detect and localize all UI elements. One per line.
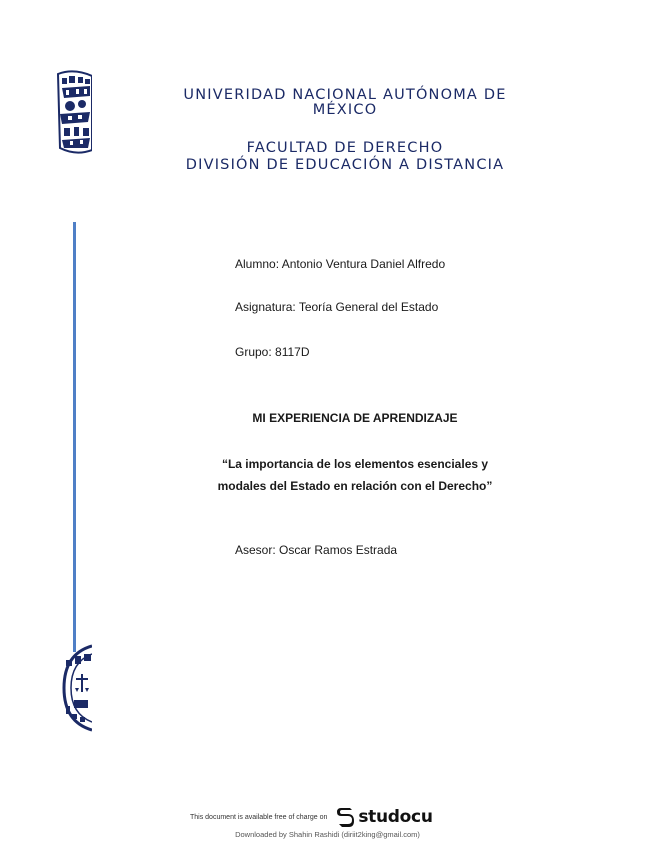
studocu-logo-icon (335, 806, 355, 828)
availability-text: This document is available free of charge on (190, 813, 328, 821)
subject-name: Asignatura: Teoría General del Estado (235, 300, 439, 314)
margin-rule (73, 222, 76, 652)
faculty-title: FACULTAD DE DERECHO (246, 140, 444, 156)
downloaded-by: Downloaded by Shahin Rashidi (diriit2king@gmail.com) (235, 830, 420, 839)
university-title (150, 88, 540, 118)
essay-title-line1: “La importancia de los elementos esenciales y (221, 457, 489, 471)
division-title: DIVISIÓN DE EDUCACIÓN A DISTANCIA (185, 157, 505, 173)
studocu-brand: studocu (358, 807, 433, 827)
group-number: Grupo: 8117D (235, 345, 310, 359)
university-title-line1: UNIVERIDAD NACIONAL AUTÓNOMA DE (183, 87, 507, 103)
essay-title (180, 453, 530, 497)
essay-title-line2: modales del Estado en relación con el Derecho” (217, 479, 493, 493)
faculty-block (140, 140, 550, 174)
studocu-footer (190, 806, 433, 828)
university-title-line2: MÉXICO (312, 102, 378, 118)
advisor-name: Asesor: Oscar Ramos Estrada (235, 543, 398, 557)
section-heading: MI EXPERIENCIA DE APRENDIZAJE (252, 411, 458, 425)
faculty-seal-icon (62, 644, 92, 732)
student-name: Alumno: Antonio Ventura Daniel Alfredo (235, 257, 446, 271)
unam-seal-icon (54, 70, 92, 154)
studocu-logo[interactable] (335, 806, 432, 828)
